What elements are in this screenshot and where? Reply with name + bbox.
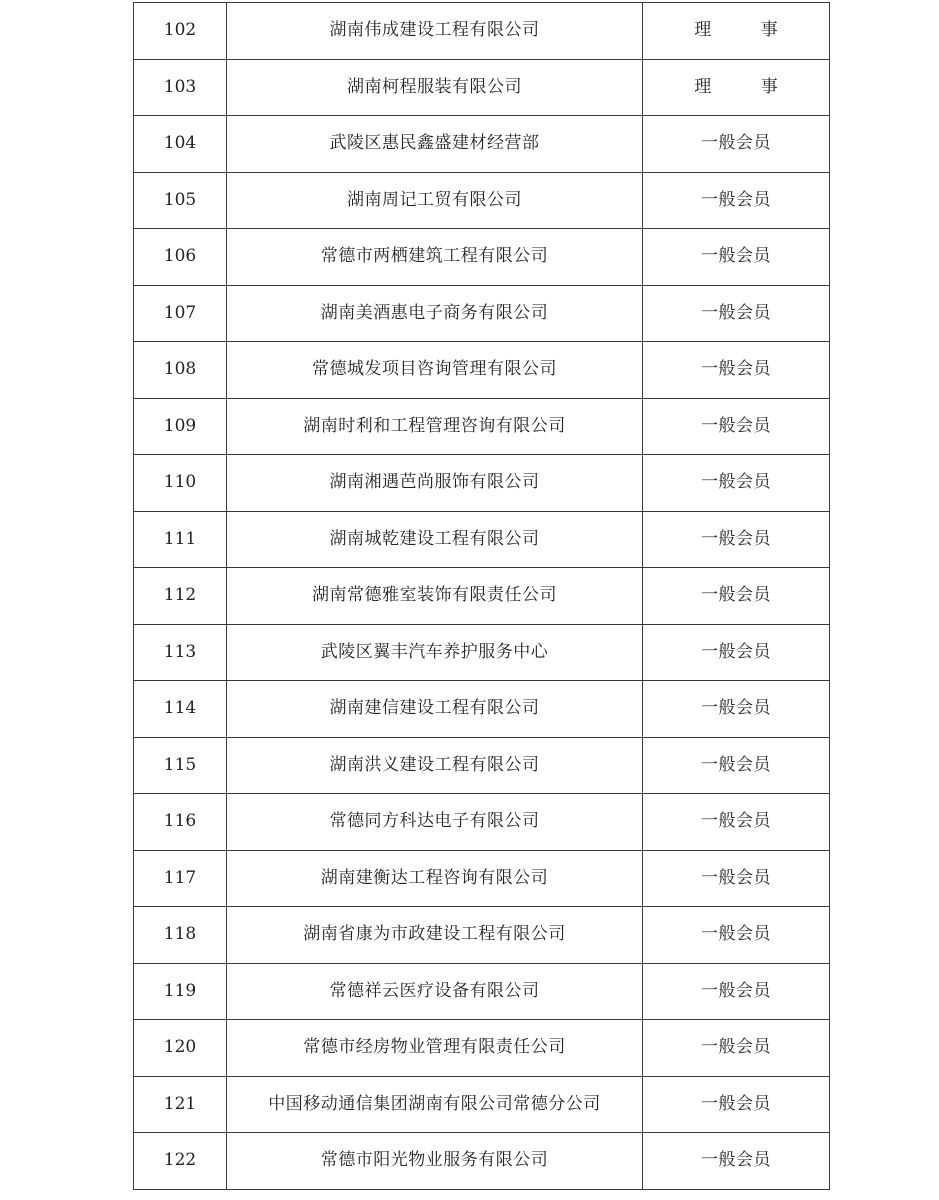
company-name: 湖南周记工贸有限公司 bbox=[227, 172, 643, 229]
row-number: 118 bbox=[134, 907, 227, 964]
company-name: 湖南柯程服装有限公司 bbox=[227, 59, 643, 116]
member-role: 一般会员 bbox=[643, 1020, 830, 1077]
table-row bbox=[134, 59, 830, 116]
company-name: 常德市两栖建筑工程有限公司 bbox=[227, 229, 643, 286]
member-role: 一般会员 bbox=[643, 681, 830, 738]
row-number: 106 bbox=[134, 229, 227, 286]
table-row bbox=[134, 3, 830, 60]
table-row bbox=[134, 624, 830, 681]
member-role: 一般会员 bbox=[643, 624, 830, 681]
company-name: 武陵区惠民鑫盛建材经营部 bbox=[227, 116, 643, 173]
row-number: 112 bbox=[134, 568, 227, 625]
member-role: 一般会员 bbox=[643, 1133, 830, 1190]
company-name: 武陵区翼丰汽车养护服务中心 bbox=[227, 624, 643, 681]
row-number: 105 bbox=[134, 172, 227, 229]
row-number: 104 bbox=[134, 116, 227, 173]
table-row bbox=[134, 342, 830, 399]
member-role: 理 事 bbox=[643, 3, 830, 60]
member-role: 一般会员 bbox=[643, 455, 830, 512]
row-number: 115 bbox=[134, 737, 227, 794]
company-name: 湖南美酒惠电子商务有限公司 bbox=[227, 285, 643, 342]
company-name: 中国移动通信集团湖南有限公司常德分公司 bbox=[227, 1076, 643, 1133]
company-name: 常德市阳光物业服务有限公司 bbox=[227, 1133, 643, 1190]
row-number: 116 bbox=[134, 794, 227, 851]
member-role: 一般会员 bbox=[643, 1076, 830, 1133]
table-row bbox=[134, 1133, 830, 1190]
table-row bbox=[134, 850, 830, 907]
table-row bbox=[134, 398, 830, 455]
company-name: 湖南时利和工程管理咨询有限公司 bbox=[227, 398, 643, 455]
company-name: 湖南省康为市政建设工程有限公司 bbox=[227, 907, 643, 964]
table-row bbox=[134, 794, 830, 851]
member-role: 一般会员 bbox=[643, 285, 830, 342]
member-role: 一般会员 bbox=[643, 850, 830, 907]
company-name: 湖南常德雅室装饰有限责任公司 bbox=[227, 568, 643, 625]
company-name: 常德同方科达电子有限公司 bbox=[227, 794, 643, 851]
company-name: 湖南湘遇芭尚服饰有限公司 bbox=[227, 455, 643, 512]
row-number: 121 bbox=[134, 1076, 227, 1133]
member-role: 一般会员 bbox=[643, 737, 830, 794]
company-name: 湖南城乾建设工程有限公司 bbox=[227, 511, 643, 568]
table-row bbox=[134, 1020, 830, 1077]
member-role: 一般会员 bbox=[643, 794, 830, 851]
member-role: 一般会员 bbox=[643, 907, 830, 964]
table-row bbox=[134, 229, 830, 286]
row-number: 117 bbox=[134, 850, 227, 907]
table-row bbox=[134, 285, 830, 342]
row-number: 114 bbox=[134, 681, 227, 738]
row-number: 120 bbox=[134, 1020, 227, 1077]
row-number: 122 bbox=[134, 1133, 227, 1190]
member-role: 一般会员 bbox=[643, 342, 830, 399]
table-row bbox=[134, 568, 830, 625]
company-name: 常德城发项目咨询管理有限公司 bbox=[227, 342, 643, 399]
row-number: 111 bbox=[134, 511, 227, 568]
row-number: 103 bbox=[134, 59, 227, 116]
table-row bbox=[134, 963, 830, 1020]
member-role: 一般会员 bbox=[643, 116, 830, 173]
company-name: 湖南建信建设工程有限公司 bbox=[227, 681, 643, 738]
company-name: 湖南伟成建设工程有限公司 bbox=[227, 3, 643, 60]
member-role: 一般会员 bbox=[643, 398, 830, 455]
row-number: 119 bbox=[134, 963, 227, 1020]
member-role: 一般会员 bbox=[643, 963, 830, 1020]
row-number: 107 bbox=[134, 285, 227, 342]
row-number: 113 bbox=[134, 624, 227, 681]
member-role: 一般会员 bbox=[643, 511, 830, 568]
member-role: 一般会员 bbox=[643, 568, 830, 625]
company-name: 常德祥云医疗设备有限公司 bbox=[227, 963, 643, 1020]
row-number: 110 bbox=[134, 455, 227, 512]
table-row bbox=[134, 116, 830, 173]
company-name: 湖南洪义建设工程有限公司 bbox=[227, 737, 643, 794]
row-number: 102 bbox=[134, 3, 227, 60]
member-role: 一般会员 bbox=[643, 172, 830, 229]
company-name: 湖南建衡达工程咨询有限公司 bbox=[227, 850, 643, 907]
table-row bbox=[134, 737, 830, 794]
company-name: 常德市经房物业管理有限责任公司 bbox=[227, 1020, 643, 1077]
row-number: 109 bbox=[134, 398, 227, 455]
table-row bbox=[134, 511, 830, 568]
table-row bbox=[134, 172, 830, 229]
member-list-body bbox=[134, 3, 830, 1190]
table-row bbox=[134, 1076, 830, 1133]
member-role: 一般会员 bbox=[643, 229, 830, 286]
table-row bbox=[134, 681, 830, 738]
table-row bbox=[134, 907, 830, 964]
member-list-table bbox=[133, 2, 830, 1190]
member-role: 理 事 bbox=[643, 59, 830, 116]
row-number: 108 bbox=[134, 342, 227, 399]
table-row bbox=[134, 455, 830, 512]
